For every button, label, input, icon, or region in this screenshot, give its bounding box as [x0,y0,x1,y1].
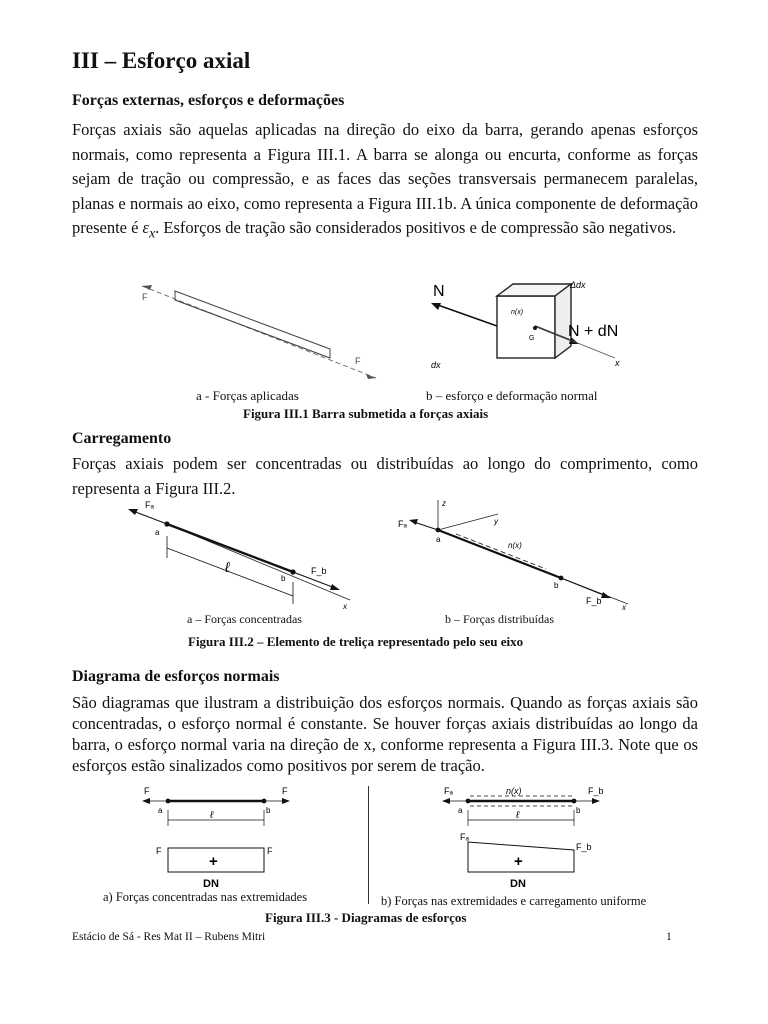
fig2-caption: Figura III.2 – Elemento de treliça representado pelo seu eixo [188,634,524,649]
fig3b-label-nx: n(x) [506,786,522,796]
fig2b-label-Fa: Fₐ [398,519,407,529]
fig3-subcaption-b: b) Forças nas extremidades e carregamento uniforme [381,894,647,908]
fig3a-label-F-top-right: F [282,786,288,796]
paragraph-text-1: Forças axiais são aquelas aplicadas na direção do eixo da barra, gerando apenas esforços normais, como representa a Figura III.1. A barra se alonga ou encurta, conforme as forças sejam de tração ou compressão, e as faces das seções transversais permanecem paralelas, planas e normais ao eixo, como representa a Figura III.1b. A única componente de deformação presente é [72,120,698,237]
fig3a-label-DN: DN [203,878,219,890]
fig3a-label-a: a [158,806,163,815]
fig1b-label-x: x [615,358,620,368]
fig2a-label-Fa: Fₐ [145,500,154,510]
paragraph-carregamento: Forças axiais podem ser concentradas ou distribuídas ao longo do comprimento, como representa a Figura III.2. [72,454,698,498]
fig3a-label-l: ℓ [210,810,214,821]
fig3b-label-Fb-top: F_b [588,786,604,796]
fig2a-label-x: x [343,602,347,611]
section-heading-forcas-externas: Forças externas, esforços e deformações [72,92,345,109]
fig1-caption: Figura III.1 Barra submetida a forças axiais [243,406,489,421]
page-title: III – Esforço axial [72,48,251,73]
figure-1b-element-diagram [425,276,625,376]
fig2b-label-b: b [554,581,559,590]
fig3a-label-F-top-left: F [144,786,150,796]
paragraph-forcas-axiais [72,118,698,246]
fig1b-label-N: N [433,283,445,300]
fig2b-label-x: x [622,603,626,612]
fig2a-label-l: ℓ [225,559,230,575]
fig3b-label-plus: + [514,853,523,870]
fig2-subcaption-a: a – Forças concentradas [187,612,302,626]
fig1b-label-N-dN: N + dN [568,323,619,340]
fig3b-label-b: b [576,806,581,815]
fig3a-label-F-bottom-left: F [156,846,162,856]
fig3b-label-Fa-top: Fₐ [444,786,453,796]
fig3-subcaption-a: a) Forças concentradas nas extremidades [103,890,308,904]
fig2a-label-b: b [281,574,286,583]
epsilon-symbol: ε [142,218,150,237]
fig3a-label-b: b [266,806,271,815]
fig3b-label-Fb-bottom: F_b [576,842,592,852]
figure-2a-truss-concentrated [125,500,360,612]
figure-2b-truss-distributed [396,496,636,612]
fig2b-label-z: z [442,499,446,508]
fig2a-label-Fb: F_b [311,566,327,576]
section-heading-diagrama: Diagrama de esforços normais [72,668,280,685]
fig2b-label-a: a [436,535,441,544]
fig3b-label-l: ℓ [516,810,520,821]
fig1b-label-dx: dx [431,360,441,370]
fig1b-label-ddx: Δdx [570,280,586,290]
fig2-subcaption-b: b – Forças distribuídas [445,612,554,626]
fig1b-label-nx: n(x) [511,309,524,316]
paragraph-diagrama: São diagramas que ilustram a distribuição dos esforços normais. Quando as forças axiais são concentradas, o esforço normal é constante. Se houver forças axiais distribuídas ao longo da barra, o esforço normal varia na direção de x, conforme representa a Figura III.3. Note que os esforços estão sinalizados como positivos por serem de tração. [72,693,698,775]
figure-3b-diagram [440,784,620,894]
fig3b-label-DN: DN [510,878,526,890]
fig2b-label-y: y [494,517,498,526]
figure-3a-diagram [140,784,310,894]
fig1b-label-G: G [529,335,535,342]
paragraph-text-2: . Esforços de tração são considerados positivos e de compressão são negativos. [155,218,677,237]
fig1a-label-f-left: F [142,292,148,302]
fig1-subcaption-b: b – esforço e deformação normal [426,388,598,403]
page-number: 1 [666,931,672,943]
fig3-caption: Figura III.3 - Diagramas de esforços [265,910,467,925]
fig3a-label-plus: + [209,853,218,870]
section-heading-carregamento: Carregamento [72,430,172,447]
fig1a-label-f-right: F [355,356,361,366]
fig1-subcaption-a: a - Forças aplicadas [196,388,299,403]
fig3a-label-F-bottom-right: F [267,846,273,856]
fig2b-label-nx: n(x) [508,541,522,550]
figure-1a-bar-diagram [140,278,380,384]
fig3-divider [368,786,369,904]
footer-text: Estácio de Sá - Res Mat II – Rubens Mitri [72,931,266,943]
fig3b-label-a: a [458,806,463,815]
fig3b-label-Fa-bottom: Fₐ [460,832,469,842]
fig2a-label-a: a [155,528,160,537]
epsilon-subscript: x [149,225,156,241]
fig2b-label-Fb: F_b [586,596,602,606]
